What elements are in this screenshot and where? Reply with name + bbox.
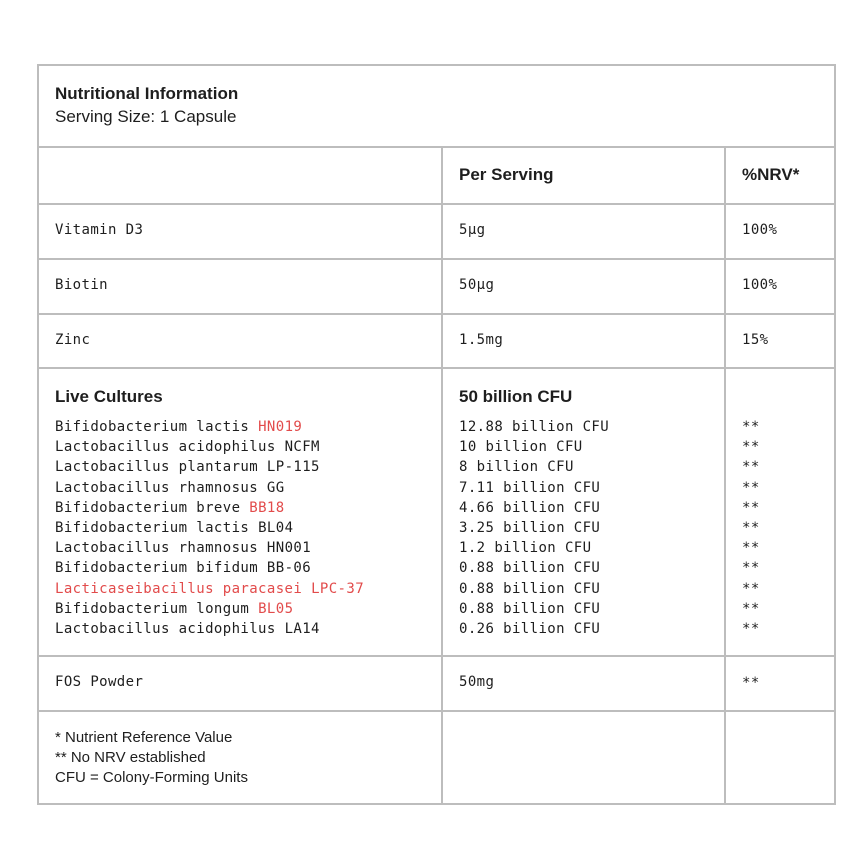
strain-code: NCFM xyxy=(284,439,320,456)
strain-amount: 12.88 billion CFU xyxy=(459,419,610,435)
nutrition-table xyxy=(37,64,836,805)
row-divider xyxy=(39,367,834,369)
strain-amount: 0.88 billion CFU xyxy=(459,560,601,577)
strain-name xyxy=(55,518,364,538)
strain-code: LPC-37 xyxy=(311,580,365,597)
table-title: Nutritional Information xyxy=(55,84,239,103)
strain-nrv: ** xyxy=(742,600,760,617)
strain-species: Bifidobacterium bifidum xyxy=(55,560,259,577)
strain-amount: 7.11 billion CFU xyxy=(459,479,601,496)
strain-nrv: ** xyxy=(742,499,760,516)
nutrient-amount: 5µg xyxy=(459,222,486,238)
strain-code: HN001 xyxy=(266,540,312,557)
strain-nrv: ** xyxy=(742,540,760,557)
strain-species: Bifidobacterium breve xyxy=(55,499,241,516)
strain-code: HN019 xyxy=(258,419,303,435)
strain-nrv: ** xyxy=(742,560,760,577)
strain-species: Bifidobacterium lactis xyxy=(55,519,250,536)
nutrient-nrv: 15% xyxy=(742,332,769,348)
fos-nrv: ** xyxy=(742,675,760,691)
strain-name xyxy=(55,437,364,457)
nutrient-nrv: 100% xyxy=(742,222,778,238)
row-divider xyxy=(39,146,834,148)
strain-amount: 0.88 billion CFU xyxy=(459,600,601,617)
strain-species: Lactobacillus acidophilus xyxy=(55,620,276,637)
live-cultures-total: 50 billion CFU xyxy=(459,387,573,406)
nutrient-name: Biotin xyxy=(55,277,108,293)
strain-code: BB-06 xyxy=(266,560,312,577)
strain-amount-list xyxy=(459,417,609,639)
fos-name: FOS Powder xyxy=(55,674,144,690)
footnote-cfu: CFU = Colony-Forming Units xyxy=(55,769,248,786)
strain-nrv: ** xyxy=(742,479,760,496)
strain-amount: 0.26 billion CFU xyxy=(459,620,601,637)
column-header-per-serving: Per Serving xyxy=(459,165,554,184)
serving-size: Serving Size: 1 Capsule xyxy=(55,107,237,126)
strain-name xyxy=(55,498,364,518)
strain-species: Lactobacillus rhamnosus xyxy=(55,479,259,496)
row-divider xyxy=(39,655,834,657)
row-divider xyxy=(39,313,834,315)
strain-name xyxy=(55,579,364,599)
strain-list xyxy=(55,417,364,639)
strain-amount: 4.66 billion CFU xyxy=(459,499,601,516)
column-divider xyxy=(724,147,726,805)
strain-species: Lacticaseibacillus paracasei xyxy=(55,580,303,597)
strain-species: Bifidobacterium lactis xyxy=(55,419,250,435)
strain-code: LA14 xyxy=(284,620,320,637)
row-divider xyxy=(39,203,834,205)
strain-code: LP-115 xyxy=(266,459,320,476)
strain-name xyxy=(55,478,364,498)
strain-nrv: ** xyxy=(742,519,760,536)
footnote-nrv: * Nutrient Reference Value xyxy=(55,729,233,746)
column-header-nrv: %NRV* xyxy=(742,165,800,184)
live-cultures-heading: Live Cultures xyxy=(55,387,163,406)
column-divider xyxy=(441,147,443,805)
strain-code: BB18 xyxy=(249,499,285,516)
nutrient-name: Vitamin D3 xyxy=(55,222,144,238)
strain-name xyxy=(55,538,364,558)
strain-code: GG xyxy=(266,479,285,496)
strain-species: Lactobacillus plantarum xyxy=(55,459,259,476)
strain-code: BL04 xyxy=(258,519,294,536)
footnotes xyxy=(55,728,248,788)
strain-name xyxy=(55,417,364,437)
strain-code: BL05 xyxy=(258,600,294,617)
strain-species: Lactobacillus rhamnosus xyxy=(55,540,259,557)
strain-name xyxy=(55,599,364,619)
strain-nrv: ** xyxy=(742,459,760,476)
strain-species: Bifidobacterium longum xyxy=(55,600,250,617)
nutrient-amount: 1.5mg xyxy=(459,332,504,348)
strain-name xyxy=(55,457,364,477)
footnote-no-nrv: ** No NRV established xyxy=(55,749,206,766)
strain-name xyxy=(55,558,364,578)
nutrient-nrv: 100% xyxy=(742,277,778,293)
strain-species: Lactobacillus acidophilus xyxy=(55,439,276,456)
fos-amount: 50mg xyxy=(459,674,495,690)
strain-name xyxy=(55,619,364,639)
strain-amount: 8 billion CFU xyxy=(459,459,574,476)
strain-nrv: ** xyxy=(742,439,760,456)
strain-nrv: ** xyxy=(742,419,760,435)
strain-amount: 3.25 billion CFU xyxy=(459,519,601,536)
row-divider xyxy=(39,258,834,260)
row-divider xyxy=(39,710,834,712)
strain-nrv: ** xyxy=(742,620,760,637)
strain-nrv-list xyxy=(742,417,760,639)
strain-nrv: ** xyxy=(742,580,760,597)
strain-amount: 0.88 billion CFU xyxy=(459,580,601,597)
nutrient-name: Zinc xyxy=(55,332,91,348)
nutrient-amount: 50µg xyxy=(459,277,495,293)
strain-amount: 1.2 billion CFU xyxy=(459,540,592,557)
strain-amount: 10 billion CFU xyxy=(459,439,583,456)
